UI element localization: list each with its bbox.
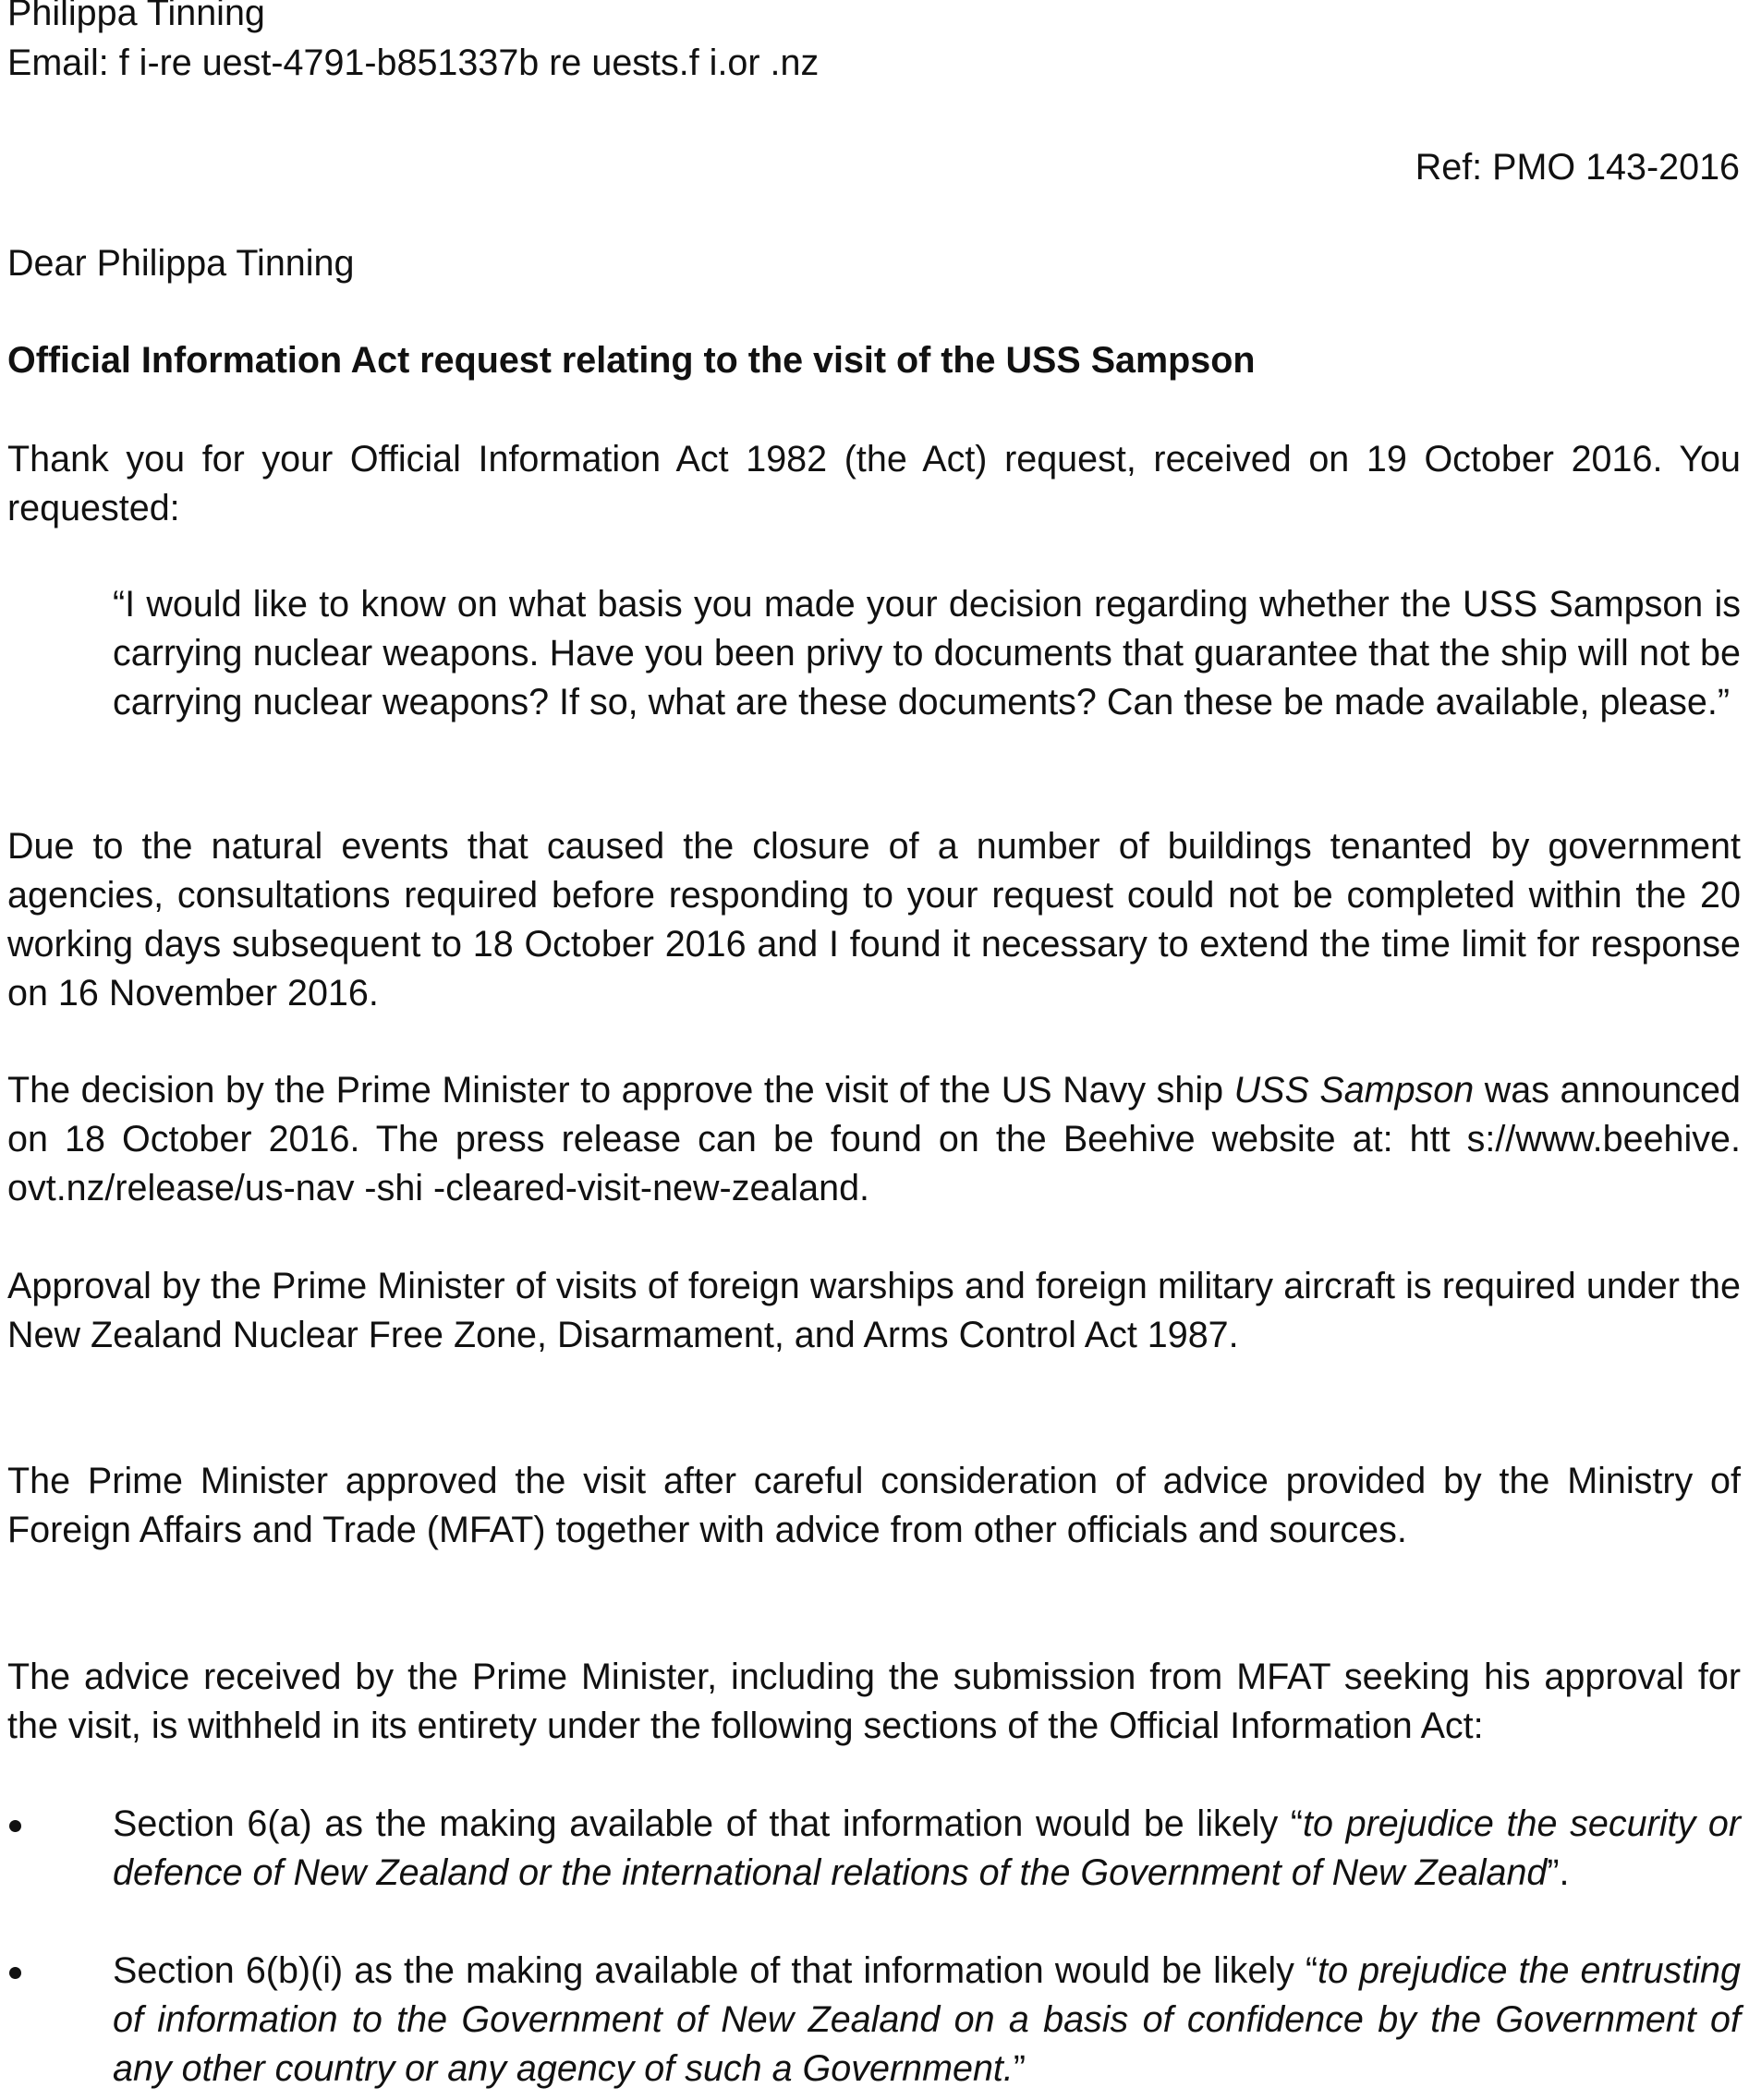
reference-number: Ref: PMO 143-2016 bbox=[1415, 147, 1740, 188]
subject-heading: Official Information Act request relating to the visit of the USS Sampson bbox=[7, 340, 1256, 381]
intro-paragraph: Thank you for your Official Information Act 1982 (the Act) request, received on 19 October 2016. You requested: bbox=[7, 439, 1741, 528]
recipient-name: Philippa Tinning bbox=[7, 0, 265, 33]
decision-text-start: The decision by the Prime Minister to approve the visit of the US Navy ship bbox=[7, 1070, 1234, 1111]
ship-name: USS Sampson bbox=[1233, 1070, 1475, 1111]
section-bullet-text: Section 6(a) as the making available of that information would be likely “to prejudice the security or defence of New Zealand or the international relations of the Government of New Zealand”. bbox=[113, 1803, 1741, 1893]
section-bullet-text: Section 6(b)(i) as the making available of that information would be likely “to prejudice the entrusting of information to the Government of New Zealand on a basis of confidence by the Government of any other country or any agency of such a Government.” bbox=[113, 1950, 1741, 2089]
section-bullet-1 bbox=[7, 1800, 1741, 1947]
section-bullet-2 bbox=[7, 1947, 1741, 2094]
request-quote: “I would like to know on what basis you made your decision regarding whether the USS Sampson is carrying nuclear weapons. Have you been privy to documents that guarantee that the ship will not be carrying nuclear weapons? If so, what are these documents? Can these be made available, please.” bbox=[113, 584, 1741, 722]
bullet-icon bbox=[9, 1820, 21, 1832]
consideration-paragraph: The Prime Minister approved the visit after careful consideration of advice provided by the Ministry of Foreign Affairs and Trade (MFAT) together with advice from other officials and sources. bbox=[7, 1461, 1741, 1550]
approval-paragraph: Approval by the Prime Minister of visits of foreign warships and foreign military aircraft is required under the New Zealand Nuclear Free Zone, Disarmament, and Arms Control Act 1987. bbox=[7, 1266, 1741, 1355]
recipient-email: Email: f i-re uest-4791-b851337b re uests.f i.or .nz bbox=[7, 42, 820, 83]
decision-paragraph bbox=[7, 1066, 1741, 1213]
extension-paragraph: Due to the natural events that caused the closure of a number of buildings tenanted by government agencies, consultations required before responding to your request could not be completed within the 20 working days subsequent to 18 October 2016 and I found it necessary to extend the time limit for response on 16 November 2016. bbox=[7, 826, 1741, 1014]
decision-text-end: was announced on 18 October 2016. The press release can be found on the Beehive website at: htt s://www.beehive. ovt.nz/release/us-nav -shi -cleared-visit-new-zealand. bbox=[7, 1070, 1741, 1208]
withheld-paragraph: The advice received by the Prime Minister, including the submission from MFAT seeking his approval for the visit, is withheld in its entirety under the following sections of the Official Information Act: bbox=[7, 1657, 1741, 1746]
bullet-icon bbox=[9, 1967, 21, 1979]
salutation: Dear Philippa Tinning bbox=[7, 243, 355, 284]
